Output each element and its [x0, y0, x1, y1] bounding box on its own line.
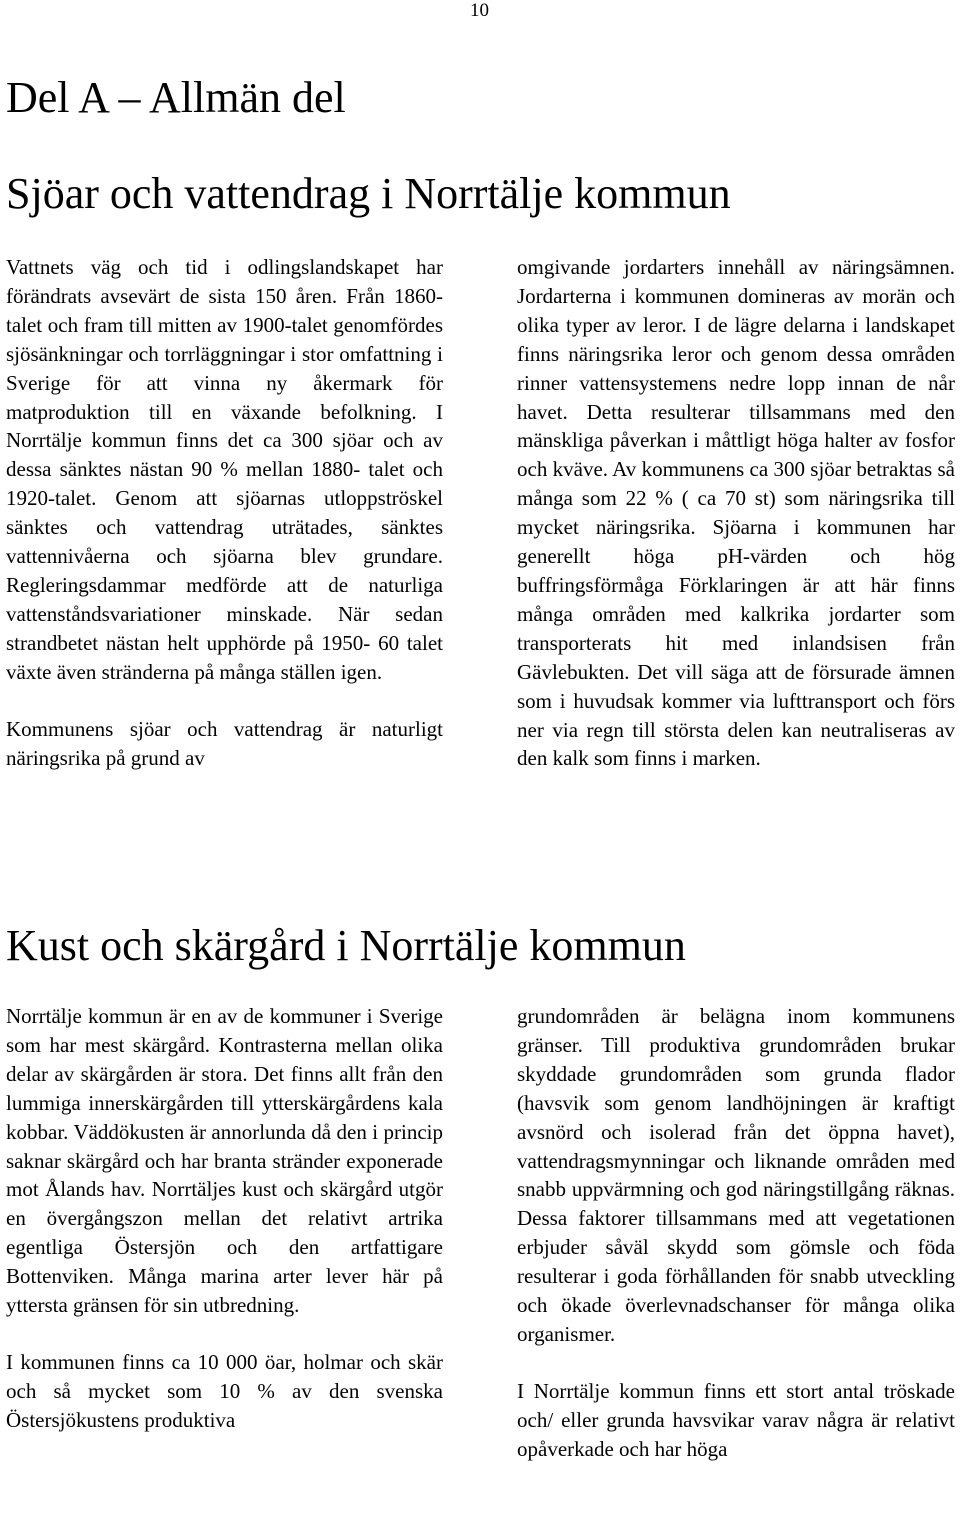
page-number: 10: [470, 0, 489, 21]
section-title-lakes: Sjöar och vattendrag i Norrtälje kommun: [6, 169, 731, 218]
paragraph: omgivande jordarters innehåll av näringsämnen. Jordarterna i kommunen domineras av morän och olika typer av leror. I de lägre delarna i landskapet finns näringsrika leror och genom dessa områden rinner vattensystemens nedre lopp innan de når havet. Detta resulterar tillsammans med den mänskliga påverkan i måttligt höga halter av fosfor och kväve. Av kommunens ca 300 sjöar betraktas så många som 22 % ( ca 70 st) som näringsrika till mycket näringsrika. Sjöarna i kommunen har generellt höga pH-värden och hög buffringsförmåga Förklaringen är att här finns många områden med kalkrika jordarter som transporterats hit med inlandsisen från Gävlebukten. Det vill säga att de försurade ämnen som i huvudsak kommer via lufttransport och förs ner via regn till största delen kan neutraliseras av den kalk som finns i marken.: [517, 255, 955, 771]
paragraph: Vattnets väg och tid i odlingslandskapet har förändrats avsevärt de sista 150 åren. Från 1860-talet och fram till mitten av 1900-talet genomfördes sjösänkningar och torrläggningar i stor omfattning i Sverige för att vinna ny åkermark för matproduktion till en växande befolkning. I Norrtälje kommun finns det ca 300 sjöar och av dessa sänktes nästan 90 % mellan 1880- talet och 1920-talet. Genom att sjöarnas utloppströskel sänktes och vattendrag uträtades, sänktes vattennivåerna och sjöarna blev grundare. Regleringsdammar medförde att de naturliga vattenståndsvariationer minskade. När sedan strandbetet nästan helt upphörde på 1950- 60 talet växte även stränderna på många ställen igen.: [6, 255, 443, 684]
paragraph: I kommunen finns ca 10 000 öar, holmar och skär och så mycket som 10 % av den svenska Östersjökustens produktiva: [6, 1349, 443, 1432]
paragraph: Kommunens sjöar och vattendrag är naturligt näringsrika på grund av: [6, 716, 443, 770]
paragraph: grundområden är belägna inom kommunens gränser. Till produktiva grundområden brukar skyddade grundområden som grunda flador (havsvik som genom landhöjningen är kraftigt avsnörd och isolerad från det öppna havet), vattendragsmynningar och liknande områden med snabb uppvärmning och god näringstillgång räknas. Dessa faktorer tillsammans med att vegetationen erbjuder såväl skydd som gömsle och föda resulterar i goda förhållanden för snabb utveckling och ökade överlevnadschanser för många olika organismer.: [517, 1004, 955, 1346]
lakes-right-column: [517, 253, 955, 773]
lakes-left-column: [6, 253, 443, 772]
part-heading: Del A – Allmän del: [6, 73, 346, 122]
section-title-coast: Kust och skärgård i Norrtälje kommun: [6, 921, 686, 970]
paragraph: Norrtälje kommun är en av de kommuner i Sverige som har mest skärgård. Kontrasterna mellan olika delar av skärgården är stora. Det finns allt från den lummiga innerskärgården till ytterskärgårdens kala kobbar. Väddökusten är annorlunda då den i princip saknar skärgård och har branta stränder exponerade mot Ålands hav. Norrtäljes kust och skärgård utgör en övergångszon mellan det relativt artrika egentliga Östersjön och den artfattigare Bottenviken. Många marina arter lever här på yttersta gränsen för sin utbredning.: [6, 1004, 443, 1318]
coast-left-column: [6, 1002, 443, 1435]
coast-right-column: [517, 1002, 955, 1464]
paragraph: I Norrtälje kommun finns ett stort antal tröskade och/ eller grunda havsvikar varav några är relativt opåverkade och har höga: [517, 1378, 955, 1461]
